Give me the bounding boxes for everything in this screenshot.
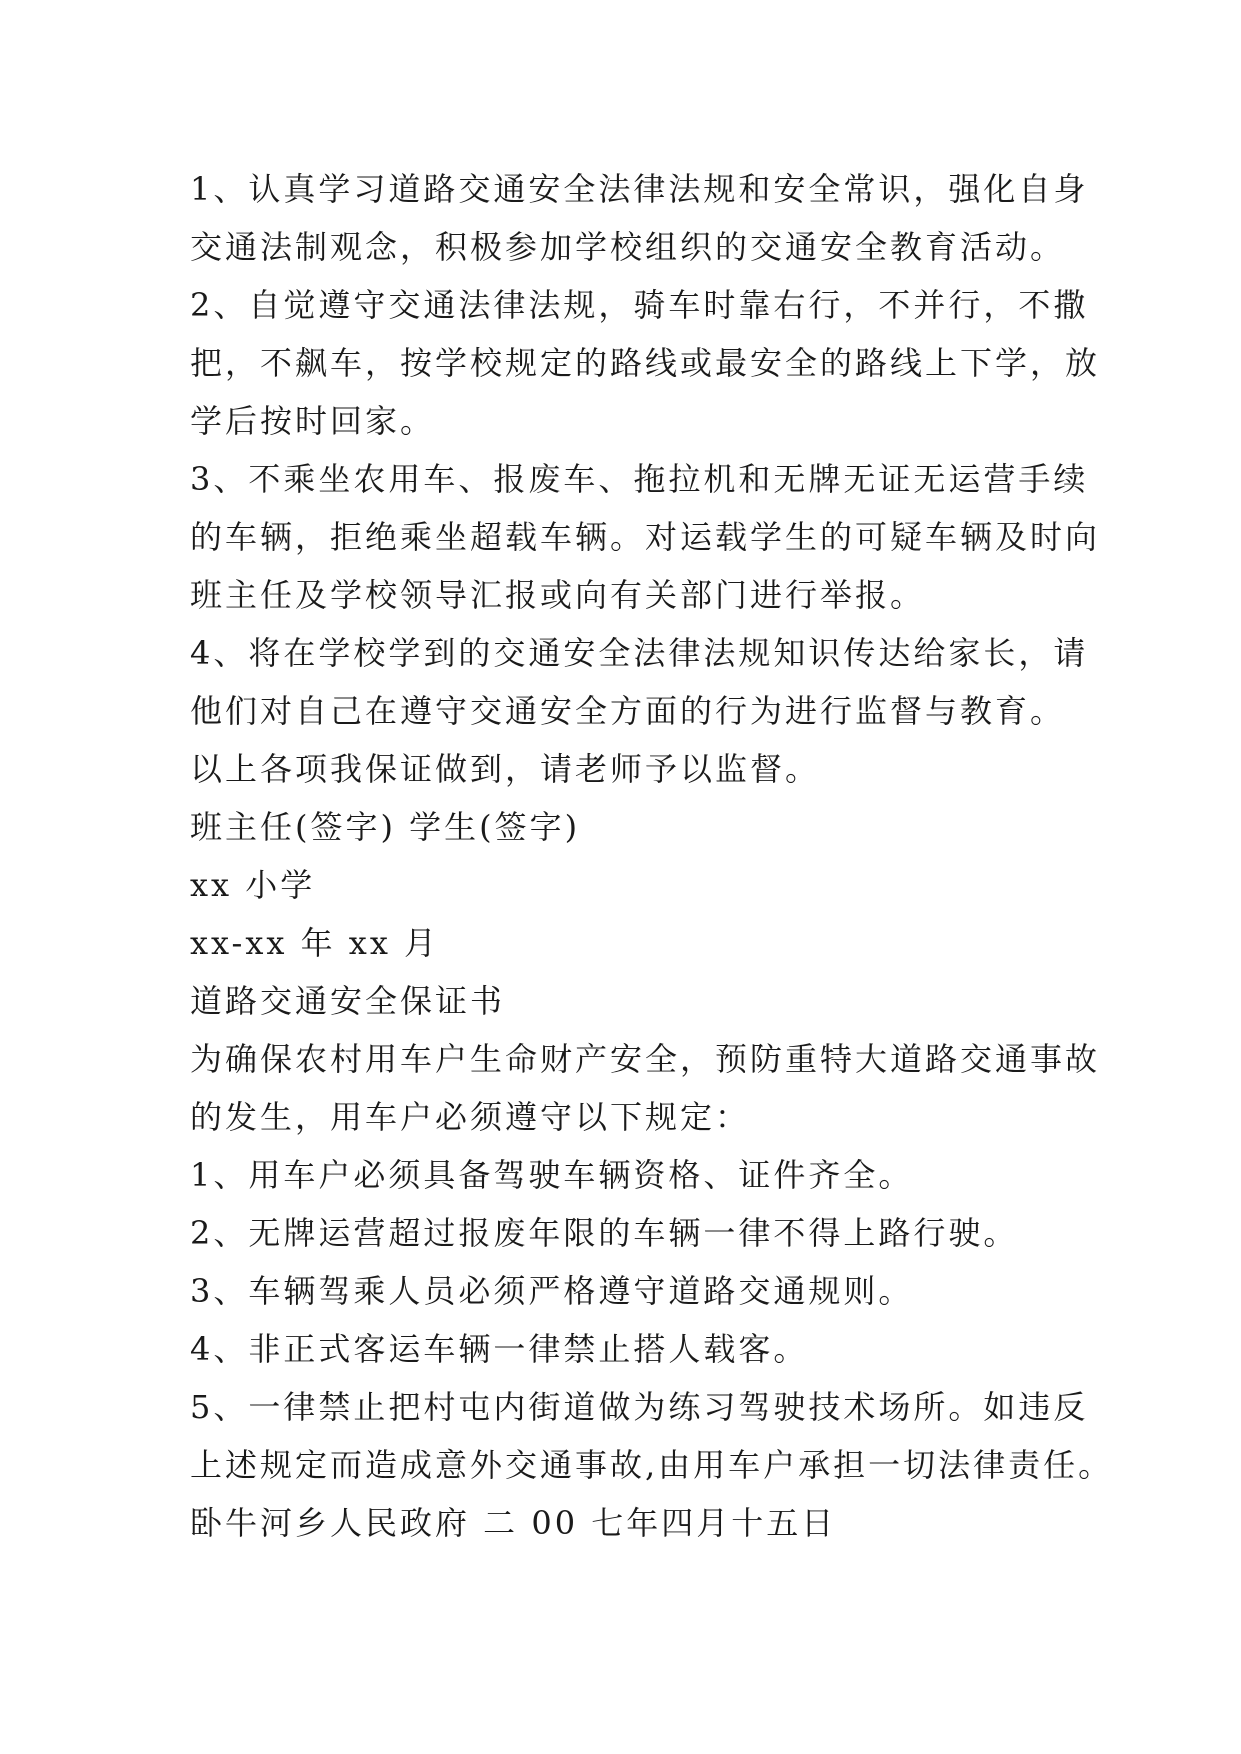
text-line: 1、用车户必须具备驾驶车辆资格、证件齐全。 — [190, 1156, 914, 1194]
text-line: 3、车辆驾乘人员必须严格遵守道路交通规则。 — [190, 1272, 914, 1310]
text-line: 交通法制观念，积极参加学校组织的交通安全教育活动。 — [190, 228, 1066, 266]
text-line: 学后按时回家。 — [190, 402, 436, 440]
section-title: 道路交通安全保证书 — [190, 982, 506, 1020]
text-line: 的车辆，拒绝乘坐超载车辆。对运载学生的可疑车辆及时向 — [190, 518, 1101, 556]
text-line: 为确保农村用车户生命财产安全，预防重特大道路交通事故 — [190, 1040, 1101, 1078]
text-line: 3、不乘坐农用车、报废车、拖拉机和无牌无证无运营手续 — [190, 460, 1089, 498]
issuer-and-date: 卧牛河乡人民政府 二 00 七年四月十五日 — [190, 1504, 837, 1542]
text-line: 2、无牌运营超过报废年限的车辆一律不得上路行驶。 — [190, 1214, 1019, 1252]
text-line: 的发生，用车户必须遵守以下规定： — [190, 1098, 751, 1136]
signature-line: 班主任(签字) 学生(签字) — [190, 808, 581, 846]
text-line: 把，不飙车，按学校规定的路线或最安全的路线上下学，放 — [190, 344, 1101, 382]
text-line: 4、将在学校学到的交通安全法律法规知识传达给家长，请 — [190, 634, 1089, 672]
date-line: xx-xx 年 xx 月 — [190, 924, 440, 962]
text-line: 4、非正式客运车辆一律禁止搭人载客。 — [190, 1330, 809, 1368]
text-line: 1、认真学习道路交通安全法律法规和安全常识，强化自身 — [190, 170, 1089, 208]
text-line: 他们对自己在遵守交通安全方面的行为进行监督与教育。 — [190, 692, 1066, 730]
text-line: 2、自觉遵守交通法律法规，骑车时靠右行，不并行，不撒 — [190, 286, 1089, 324]
school-name: xx 小学 — [190, 866, 316, 904]
text-line: 班主任及学校领导汇报或向有关部门进行举报。 — [190, 576, 926, 614]
text-line: 以上各项我保证做到，请老师予以监督。 — [190, 750, 821, 788]
text-line: 5、一律禁止把村屯内街道做为练习驾驶技术场所。如违反 — [190, 1388, 1089, 1426]
text-line: 上述规定而造成意外交通事故,由用车户承担一切法律责任。 — [190, 1446, 1114, 1484]
document-body — [190, 160, 1114, 1552]
